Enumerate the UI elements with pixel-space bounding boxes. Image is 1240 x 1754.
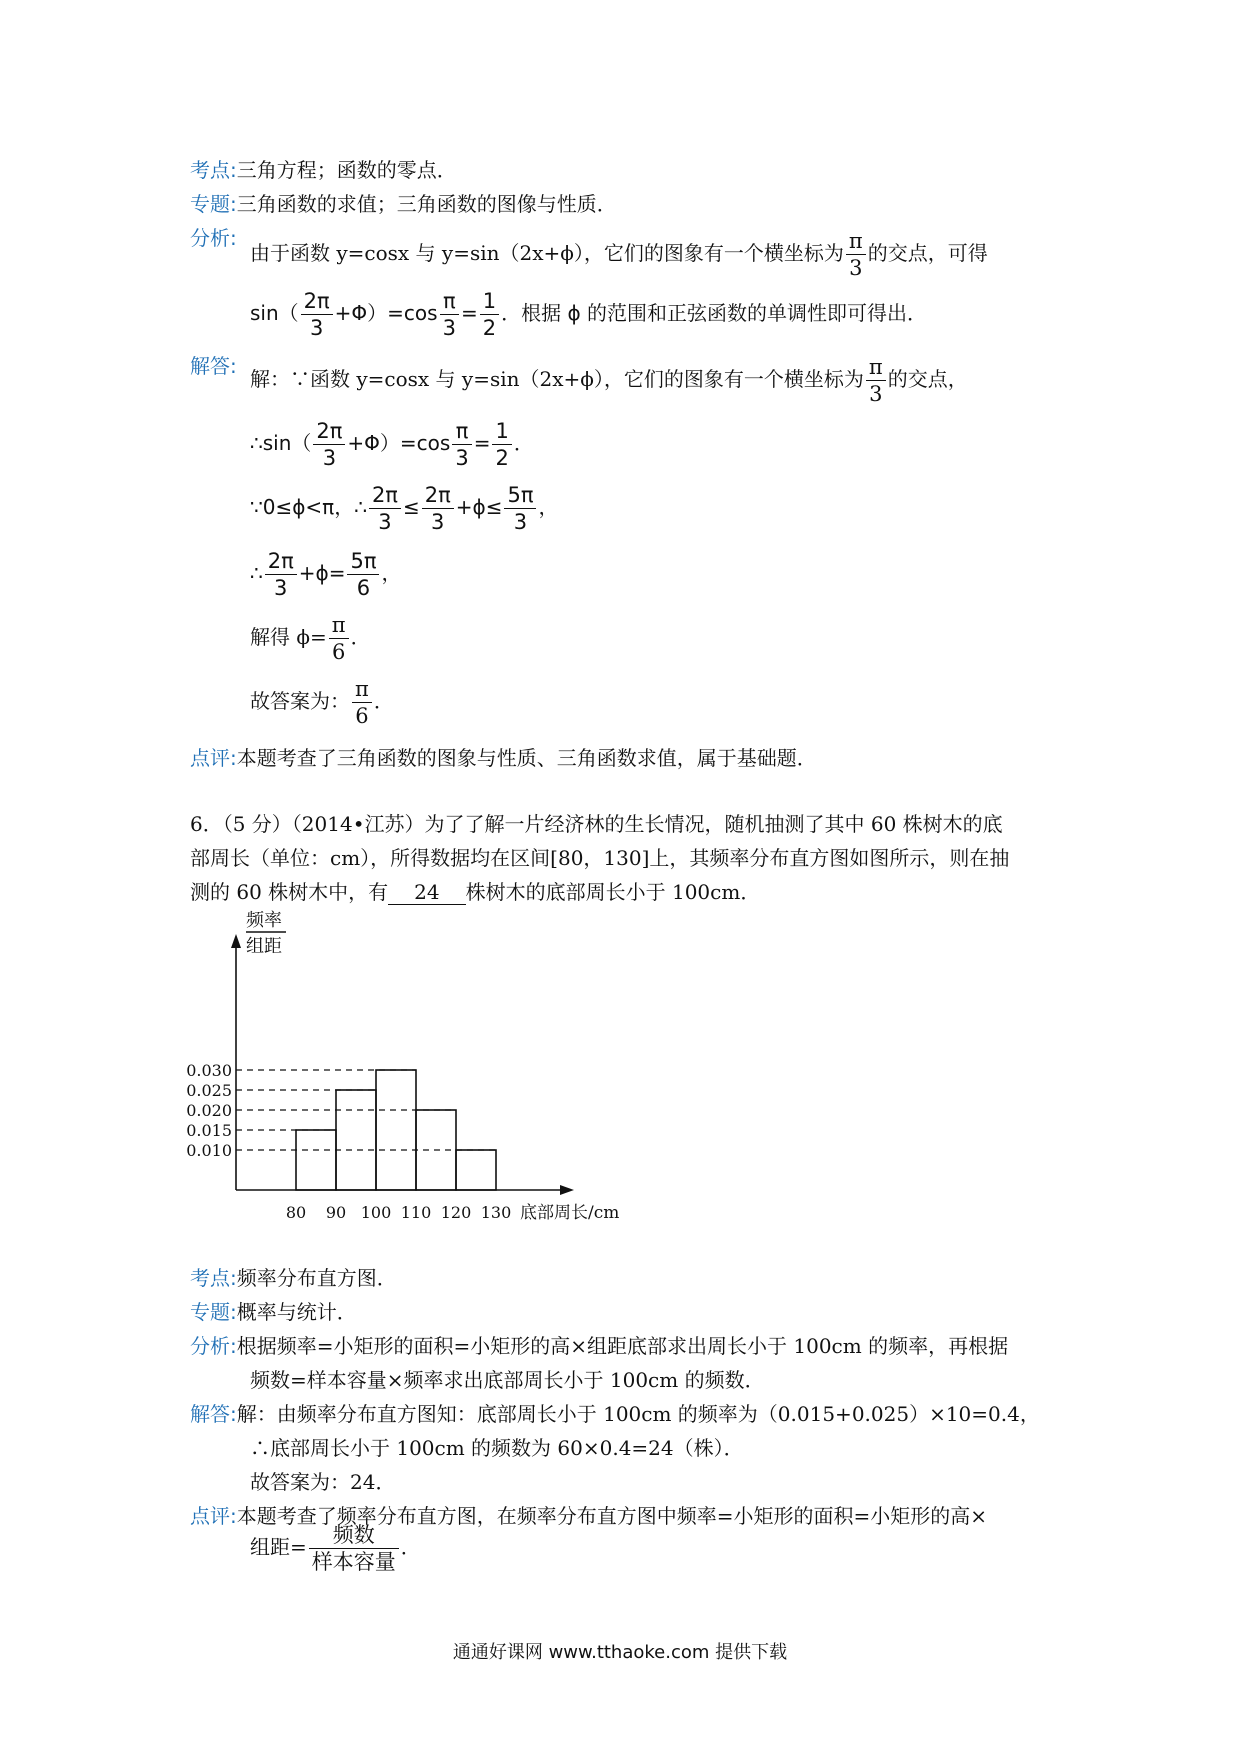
frac-num: 2π (313, 418, 345, 445)
frac-num: π (352, 676, 372, 703)
fraction-pi-over-3 (866, 354, 886, 407)
x-tick-label: 100 (360, 1203, 392, 1220)
equals: = (460, 301, 478, 325)
x-axis-label: 底部周长/cm (520, 1203, 620, 1220)
page-footer: 通通好课网 www.tthaoke.com 提供下载 (452, 1642, 788, 1663)
y-tick-label: 0.025 (186, 1081, 232, 1100)
fraction-pi-over-3 (440, 288, 459, 341)
frac-den: 6 (356, 576, 371, 600)
q6-line-2: 部周长（单位：cm），所得数据均在区间[80，130]上，其频率分布直方图如图所示，则在抽 (190, 846, 1010, 870)
y-tick-label: 0.030 (186, 1061, 232, 1080)
zhuanti-label: 专题: (190, 1300, 237, 1324)
frac-num: π (846, 228, 866, 255)
sin-open: sin（ (262, 431, 312, 455)
jieda-line-1-b: 的交点， (887, 367, 968, 391)
therefore-sign: ∴ (250, 431, 263, 455)
jieda-line-2 (250, 418, 534, 471)
y-axis-arrow (231, 934, 241, 948)
comma: ， (381, 561, 402, 585)
dianping-text: 本题考查了三角函数的图象与性质、三角函数求值，属于基础题． (236, 746, 817, 770)
kaodian-label: 考点: (190, 1266, 237, 1290)
therefore-sign: ∴ (250, 561, 263, 585)
zhuanti-row (190, 188, 617, 217)
fraction-1-over-2 (480, 288, 499, 341)
fraction-pi-over-6 (352, 676, 372, 729)
q6-jieda-line-2: ∴底部周长小于 100cm 的频数为 60×0.4=24（株）． (250, 1436, 744, 1460)
jieda-line-1-a: 解：∵函数 y=cosx 与 y=sin（2x+ϕ），它们的图象有一个横坐标为 (250, 367, 864, 391)
frac-den: 3 (513, 510, 528, 534)
fenxi-line-2-tail: ．根据 ϕ 的范围和正弦函数的单调性即可得出． (501, 301, 928, 325)
frequency-histogram (180, 910, 660, 1220)
dianping-line-2-a: 组距= (250, 1535, 307, 1559)
fraction-frequency-over-sample (309, 1522, 399, 1575)
equals: = (473, 431, 491, 455)
fenxi-line-1: 根据频率=小矩形的面积=小矩形的高×组距底部求出周长小于 100cm 的频率，再根据 (236, 1334, 1009, 1358)
fenxi-label: 分析: (190, 1334, 237, 1358)
jieda-label: 解答: (190, 354, 237, 378)
period: ． (513, 431, 534, 455)
frac-num: π (452, 418, 471, 445)
answer-prefix: 故答案为： (250, 689, 350, 713)
x-tick-label: 80 (285, 1203, 307, 1220)
frac-den: 3 (378, 510, 392, 534)
x-tick-label: 90 (325, 1203, 347, 1220)
y-tick-label: 0.015 (186, 1121, 232, 1140)
kaodian-text: 频率分布直方图． (236, 1266, 397, 1290)
frac-num: 2π (369, 482, 401, 509)
y-axis-label-denominator: 组距 (246, 936, 282, 957)
because-sign: ∵ (250, 495, 263, 519)
fraction-pi-over-3 (452, 418, 471, 471)
kaodian-label: 考点: (190, 158, 237, 182)
leq-sign: ≤ (402, 495, 420, 519)
q6-line-3 (190, 876, 760, 905)
x-tick-label: 120 (440, 1203, 472, 1220)
fraction-2pi-over-3 (369, 482, 401, 535)
fraction-1-over-2 (492, 418, 511, 471)
dianping-line-1: 本题考查了频率分布直方图，在频率分布直方图中频率=小矩形的面积=小矩形的高× (236, 1504, 988, 1528)
frac-num: 频数 (309, 1522, 399, 1549)
period: ． (373, 689, 394, 713)
fenxi-line-1-b: 的交点，可得 (867, 241, 988, 265)
fraction-2pi-over-3 (422, 482, 454, 535)
y-tick-label: 0.010 (186, 1141, 232, 1160)
frac-num: 2π (422, 482, 454, 509)
fraction-pi-over-6 (329, 612, 349, 665)
jiede-text: 解得 ϕ= (250, 625, 327, 649)
q6-kaodian-row (190, 1262, 397, 1291)
jieda-label: 解答: (190, 1402, 237, 1426)
frac-den: 3 (274, 576, 288, 600)
q6-jieda-row (190, 1398, 1040, 1427)
frac-den: 3 (869, 382, 883, 406)
fenxi-line-2 (250, 288, 927, 341)
frac-den: 3 (322, 446, 337, 470)
fraction-5pi-over-3 (504, 482, 536, 535)
frac-num: 5π (347, 548, 379, 575)
frac-den: 2 (482, 316, 497, 340)
x-axis-arrow (560, 1185, 574, 1195)
q6-line-1: 6．（5 分）（2014•江苏）为了了解一片经济林的生长情况，随机抽测了其中 60 株树木的底 (190, 812, 1003, 836)
q6-line-3-a: 测的 60 株树木中，有 (190, 880, 389, 904)
histogram-bar (416, 1110, 456, 1190)
q6-zhuanti-row (190, 1296, 357, 1325)
q6-fenxi-line-2: 频数=样本容量×频率求出底部周长小于 100cm 的频数． (250, 1368, 765, 1392)
frac-den: 3 (431, 510, 445, 534)
frac-den: 3 (309, 316, 324, 340)
kaodian-row (190, 154, 457, 183)
kaodian-text: 三角方程；函数的零点． (236, 158, 457, 182)
q6-line-3-b: 株树木的底部周长小于 100cm． (465, 880, 761, 904)
dianping-label: 点评: (190, 746, 237, 770)
frac-num: π (866, 354, 886, 381)
frac-num: 5π (504, 482, 536, 509)
q6-fenxi-row (190, 1330, 1008, 1359)
dianping-label: 点评: (190, 1504, 237, 1528)
fraction-2pi-over-3 (313, 418, 345, 471)
frac-den: 2 (495, 446, 509, 470)
q6-jieda-line-3: 故答案为：24． (250, 1470, 396, 1494)
fraction-pi-over-3 (846, 228, 866, 281)
leq-sign: ≤ (485, 495, 503, 519)
comma: ， (538, 495, 559, 519)
period: ． (350, 625, 371, 649)
jieda-line-1 (250, 354, 968, 407)
y-axis-label-numerator: 频率 (246, 910, 282, 931)
jieda-line-4 (250, 548, 401, 601)
fenxi-label: 分析: (190, 226, 237, 250)
sin-open: sin（ (250, 301, 299, 325)
frac-den: 样本容量 (311, 1550, 396, 1574)
answer-blank: 24 (388, 880, 465, 905)
y-tick-label: 0.020 (186, 1101, 232, 1120)
frac-num: 2π (265, 548, 297, 575)
plus-phi-cos: +Φ）=cos (334, 301, 438, 325)
jieda-line-3 (250, 482, 558, 535)
q6-dianping-line-2 (250, 1522, 421, 1575)
period: ． (400, 1535, 421, 1559)
phi-range: 0≤ϕ<π，∴ (262, 495, 367, 519)
frac-den: 3 (455, 446, 469, 470)
histogram-bar (456, 1150, 496, 1190)
fraction-5pi-over-6 (347, 548, 379, 601)
histogram-bar (336, 1090, 376, 1190)
frac-num: π (440, 288, 459, 315)
frac-num: 1 (480, 288, 499, 315)
jieda-line-1: 解：由频率分布直方图知：底部周长小于 100cm 的频率为（0.015+0.025）×10=0.4， (236, 1402, 1040, 1426)
dianping-row (190, 742, 817, 771)
fenxi-line-1-a: 由于函数 y=cosx 与 y=sin（2x+ϕ），它们的图象有一个横坐标为 (250, 241, 844, 265)
zhuanti-text: 概率与统计． (236, 1300, 357, 1324)
frac-den: 6 (355, 704, 369, 728)
zhuanti-label: 专题: (190, 192, 237, 216)
frac-den: 6 (331, 640, 346, 664)
plus-phi: +ϕ (455, 495, 486, 519)
frac-num: π (329, 612, 349, 639)
frac-num: 2π (301, 288, 333, 315)
fraction-2pi-over-3 (301, 288, 333, 341)
x-tick-label: 110 (400, 1203, 432, 1220)
histogram-bar (296, 1130, 336, 1190)
jieda-line-5 (250, 612, 371, 665)
jieda-line-6 (250, 676, 394, 729)
x-tick-label: 130 (480, 1203, 512, 1220)
frac-num: 1 (492, 418, 511, 445)
plus-phi-cos: +Φ）=cos (347, 431, 451, 455)
fraction-2pi-over-3 (265, 548, 297, 601)
plus-phi-eq: +ϕ= (298, 561, 346, 585)
histogram-bar (376, 1070, 416, 1190)
fenxi-line-1 (250, 228, 988, 281)
frac-den: 3 (442, 316, 456, 340)
frac-den: 3 (849, 256, 863, 280)
zhuanti-text: 三角函数的求值；三角函数的图像与性质． (236, 192, 617, 216)
